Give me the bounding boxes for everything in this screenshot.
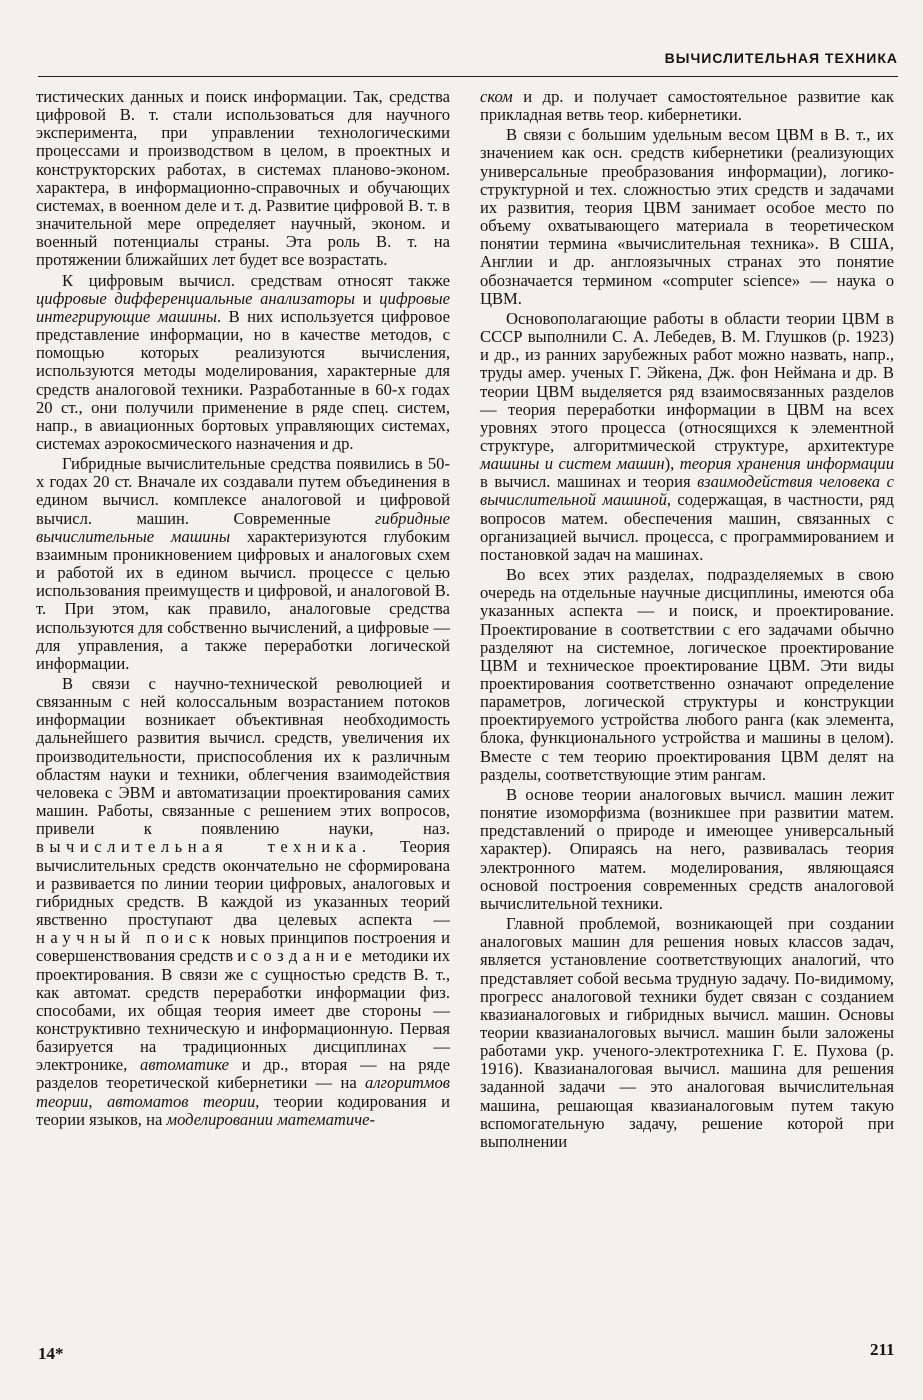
running-head: ВЫЧИСЛИТЕЛЬНАЯ ТЕХНИКА [664, 50, 898, 66]
paragraph: Главной проблемой, возникающей при создании аналоговых машин для решения новых классов задач, является установление соответствующих аналогий, что представляет собой весьма трудную задачу. По-видимому, прогресс аналоговой техники будет связан с созданием квазианалоговых и гибридных вычисл. машин. Основы теории квазианалоговых вычисл. машин были заложены работами укр. ученого-электротехника Г. Е. Пухова (р. 1916). Квазианалоговая вычисл. машина для решения заданной задачи — это аналоговая вычислительная машина, решающая квазианалоговым путем такую вспомогательную задачу, решение которой при выполнении [480, 914, 894, 1151]
signature-mark: 14* [38, 1344, 64, 1363]
header-rule [38, 76, 898, 77]
paragraph: В связи с научно-технической революцией и связанным с ней колоссальным возрастанием потоков информации возникает объективная необходимость дальнейшего развития вычисл. средств, увеличения их производительности, приспособления их к различным областям науки и техники, облегчения взаимодействия человека с ЭВМ и автоматизации проектирования самих машин. Работы, связанные с решением этих вопросов, привели к появлению науки, наз. вычислительная техника. Теория вычислительных средств окончательно не сформирована и развивается по линии теории цифровых, аналоговых и гибридных средств. В каждой из указанных теорий явственно проступают два целевых аспекта — научный поиск новых принципов построения и совершенствования средств и создание методики их проектирования. В связи же с сущностью средств В. т., как автомат. средств переработки информации физ. способами, их общая теория имеет две стороны — конструктивно техническую и информационную. Первая базируется на традиционных дисциплинах — электронике, автоматике и др., вторая — на ряде разделов теоретической кибернетики — на алгоритмов теории, автоматов теории, теории кодирования и теории языков, на моделировании математиче- [36, 674, 451, 1129]
right-column [480, 88, 894, 1151]
paragraph: В связи с большим удельным весом ЦВМ в В. т., их значением как осн. средств кибернетики (реализующих универсальные преобразования информации), логико-структурной и тех. сложностью этих средств и задачами их развития, теория ЦВМ занимает особое место по объему охватывающего материала в теоретическом понятии термина «вычислительная техника». В США, Англии и др. англоязычных странах это понятие обозначается термином «computer science» — наука о ЦВМ. [480, 125, 894, 308]
paragraph: К цифровым вычисл. средствам относят также цифровые дифференциальные анализаторы и цифровые интегрирующие машины. В них используется цифровое представление информации, но в качестве методов, с помощью которых реализуются вычисления, используются методы моделирования, характерные для средств аналоговой техники. Разработанные в 60-х годах 20 ст., они получили применение в ряде спец. систем, напр., в авиационных бортовых управляющих системах, системах аэрокосмического назначения и др. [36, 270, 451, 453]
page-number: 211 [870, 1340, 895, 1359]
paragraph: Основополагающие работы в области теории ЦВМ в СССР выполнили С. А. Лебедев, В. М. Глушков (р. 1923) и др., из ранних зарубежных работ можно назвать, напр., труды амер. ученых Г. Эйкена, Дж. фон Неймана и др. В теории ЦВМ выделяется ряд взаимосвязанных разделов — теория переработки информации в ЦВМ на всех уровнях этого процесса (относящихся к элементной структуре, алгоритмической структуре, архитектуре машины и систем машин), теория хранения информации в вычисл. машинах и теория взаимодействия человека с вычислительной машиной, содержащая, в частности, ряд вопросов матем. обеспечения машин, связанных с организацией вычисл. процесса, с программированием и постановкой задач на машинах. [480, 308, 894, 564]
paragraph: Гибридные вычислительные средства появились в 50-х годах 20 ст. Вначале их создавали путем объединения в едином вычисл. комплексе аналоговой и цифровой вычисл. машин. Современные гибридные вычислительные машины характеризуются глубоким взаимным проникновением цифровых и аналоговых схем и работой их в едином вычисл. процессе с целью использования преимуществ и цифровой, и аналоговой В. т. При этом, как правило, аналоговые средства используются для собственно вычислений, а цифровые — для управления, а также переработки логической информации. [36, 454, 450, 673]
paragraph: В основе теории аналоговых вычисл. машин лежит понятие изоморфизма (возникшее при развитии матем. представлений о природе и имеющее универсальный характер). Опираясь на него, развивалась теория электронного матем. моделирования, являющаяся основой построения современных средств аналоговой вычислительной техники. [480, 784, 894, 913]
left-column [36, 88, 450, 1129]
paragraph: Во всех этих разделах, подразделяемых в свою очередь на отдельные научные дисциплины, имеются оба указанных аспекта — и поиск, и проектирование. Проектирование в соответствии с его задачами обычно разделяют на системное, логическое проектирование ЦВМ и техническое проектирование ЦВМ. Эти виды проектирования соответственно означают определение параметров, логической структуры и конструкции проектируемого устройства любого ранга (как элемента, блока, функционального устройства и машины в целом). Вместе с тем теорию проектирования ЦВМ делят на разделы, соответствующие этим рангам. [480, 565, 894, 784]
paragraph: тистических данных и поиск информации. Так, средства цифровой В. т. стали использоваться для научного эксперимента, при управлении технологическими процессами и производством в целом, в проектных и конструкторских работах, в системах планово-эконом. характера, в информационно-справочных и обучающих системах, в военном деле и т. д. Развитие цифровой В. т. в значительной мере определяет научный, эконом. и военный потенциалы страны. Эта роль В. т. на протяжении ближайших лет будет все возрастать. [36, 87, 450, 270]
paragraph: ском и др. и получает самостоятельное развитие как прикладная ветвь теор. кибернетики. [480, 87, 894, 125]
